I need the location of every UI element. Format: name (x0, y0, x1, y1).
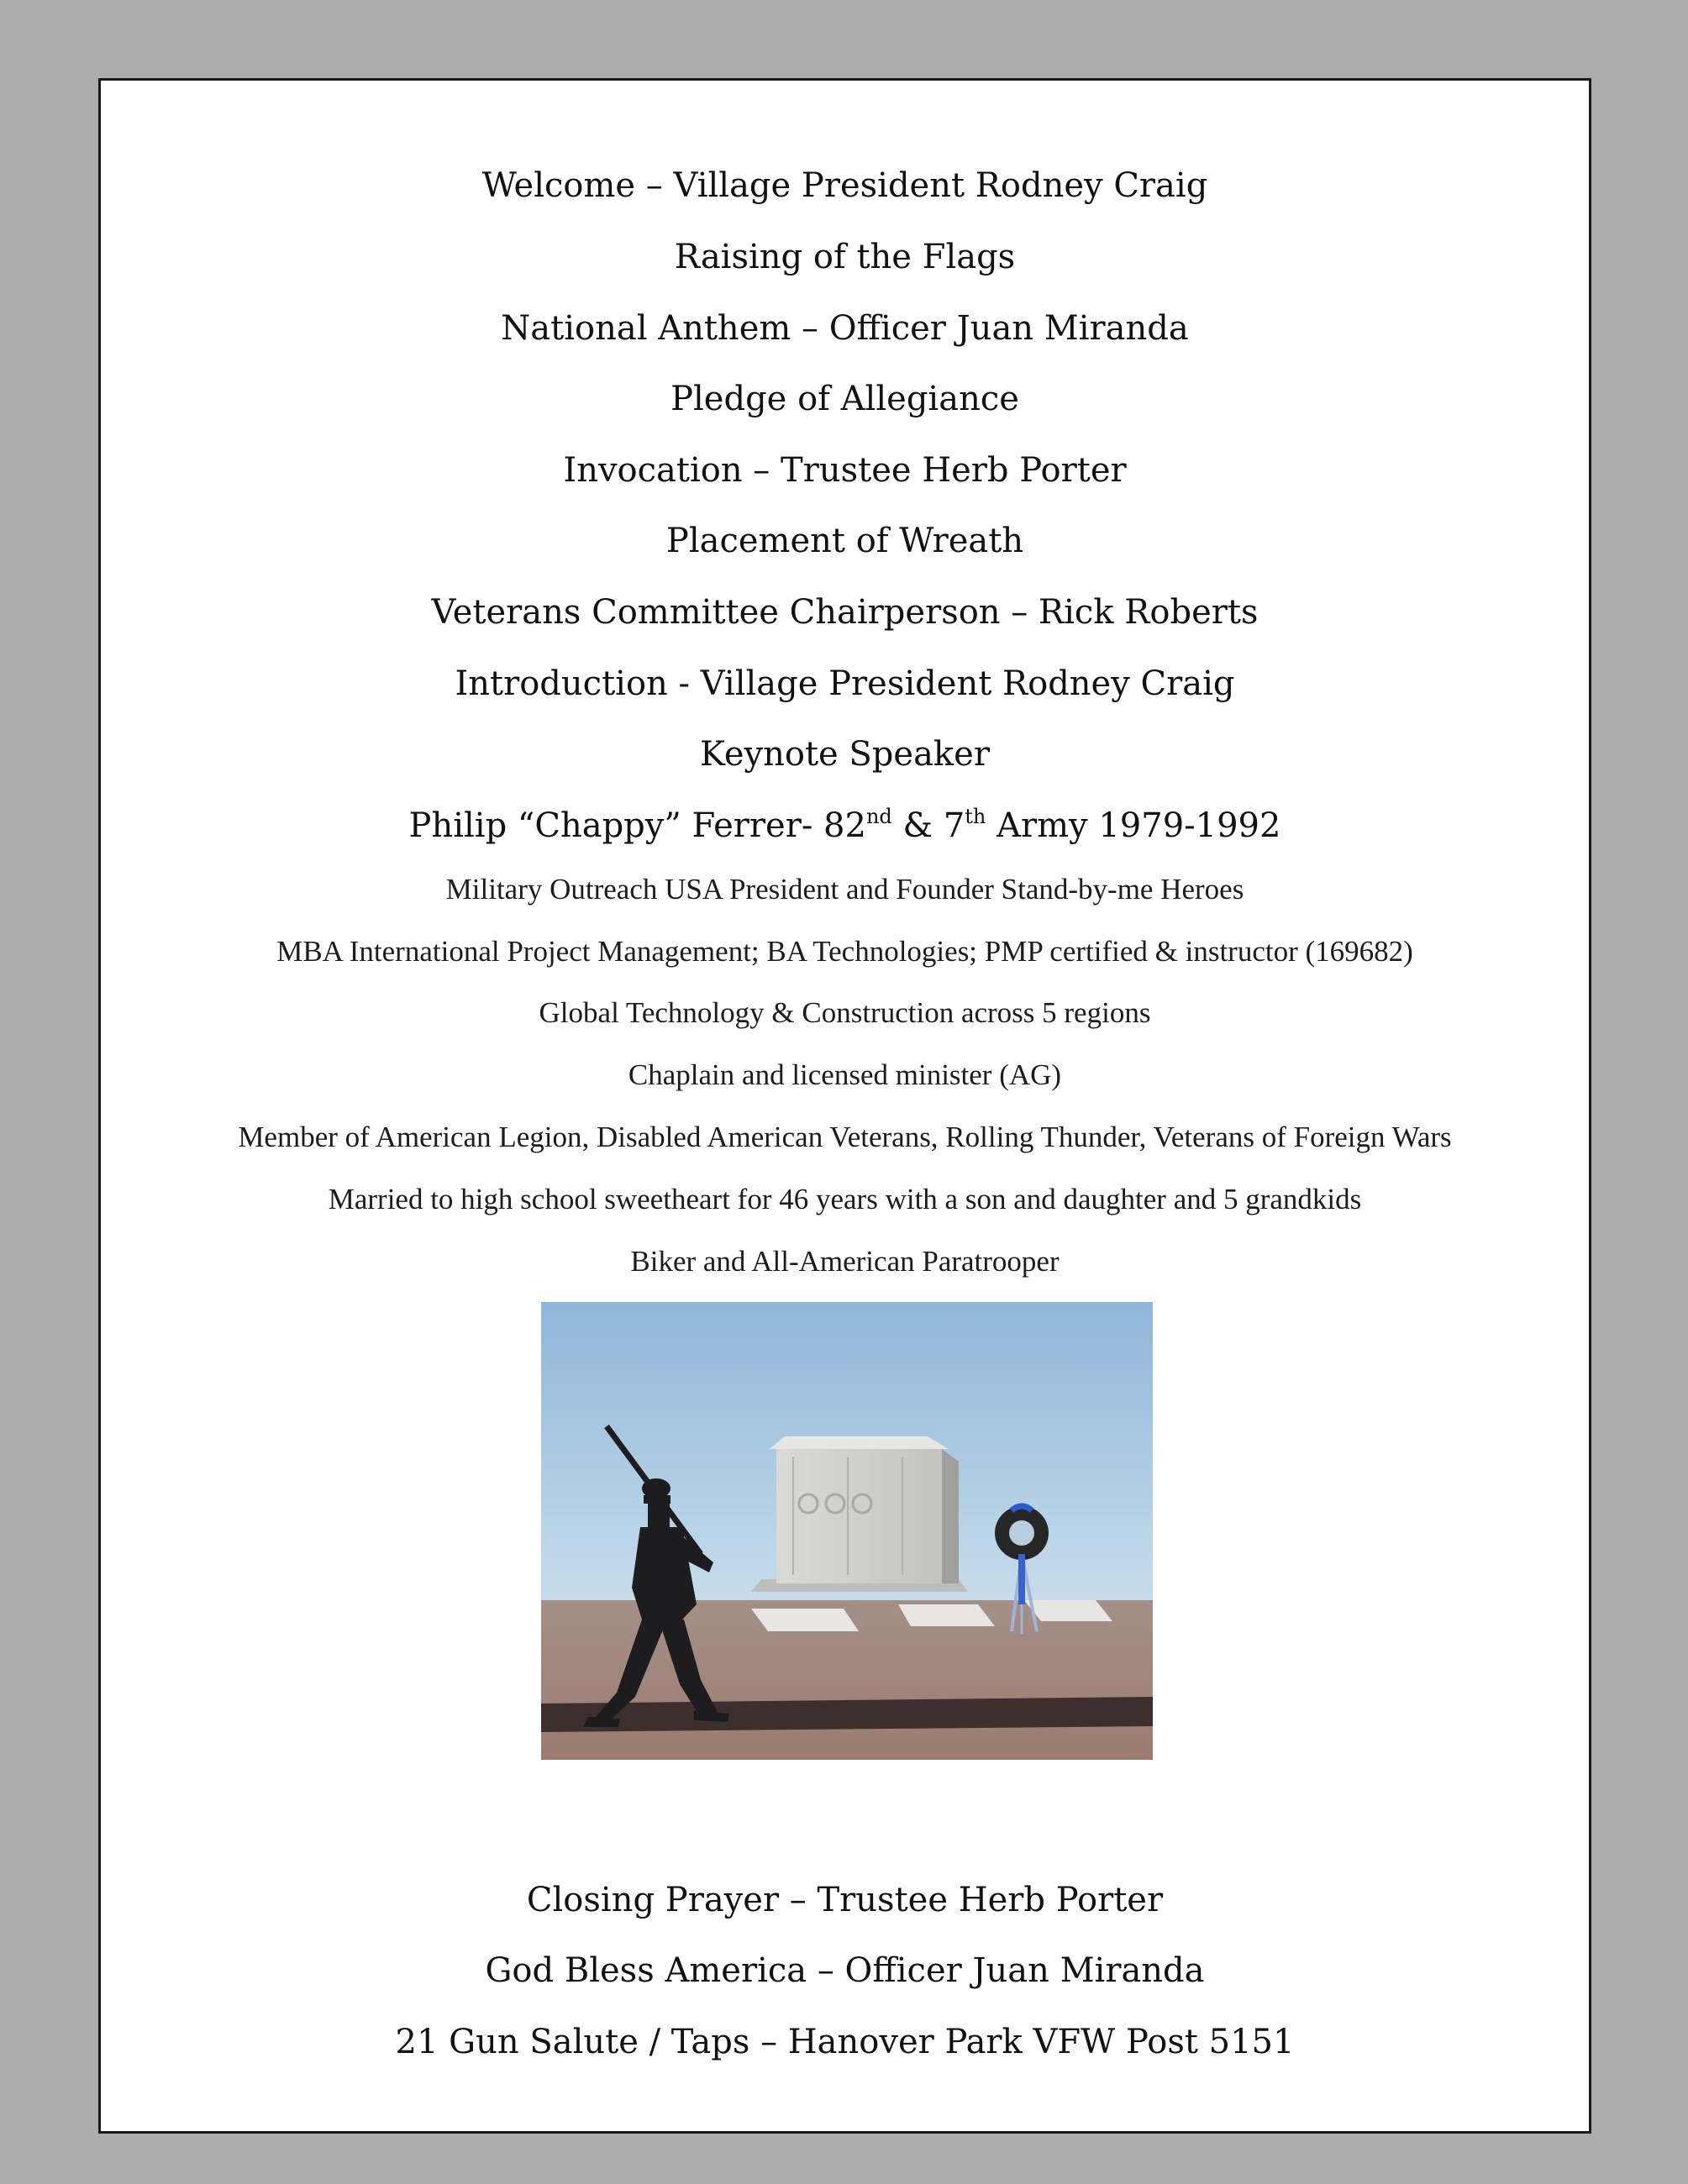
closing-item-gun-salute: 21 Gun Salute / Taps – Hanover Park VFW Post 5151 (395, 2023, 1295, 2061)
program-item-national-anthem: National Anthem – Officer Juan Miranda (501, 309, 1189, 348)
speaker-name-suffix: Army 1979-1992 (986, 806, 1281, 845)
speaker-bio-line: Global Technology & Construction across 5 regions (539, 996, 1151, 1029)
speaker-bio-line: MBA International Project Management; BA Technologies; PMP certified & instructor (169682) (276, 935, 1413, 968)
program-item-invocation: Invocation – Trustee Herb Porter (563, 451, 1127, 490)
tomb-guard-photo (541, 1302, 1153, 1760)
speaker-bio-line: Married to high school sweetheart for 46 years with a son and daughter and 5 grandkids (328, 1183, 1362, 1215)
closing-item-god-bless-america: God Bless America – Officer Juan Miranda (485, 1951, 1205, 1990)
tomb-side (942, 1449, 959, 1583)
program-item-welcome: Welcome – Village President Rodney Craig (481, 166, 1208, 205)
speaker-ordinal-th: th (965, 805, 986, 828)
speaker-bio-line: Member of American Legion, Disabled American Veterans, Rolling Thunder, Veterans of Foreign Wars (238, 1121, 1452, 1153)
tomb-top (770, 1436, 949, 1449)
program-item-raising-flags: Raising of the Flags (674, 238, 1016, 276)
tomb-front (776, 1449, 942, 1583)
program-item-keynote: Keynote Speaker (700, 735, 990, 774)
speaker-name-mid: & 7 (891, 806, 965, 845)
speaker-bio-line: Chaplain and licensed minister (AG) (628, 1058, 1062, 1091)
program-page (98, 78, 1591, 2134)
program-item-introduction: Introduction - Village President Rodney Craig (455, 664, 1235, 703)
speaker-name-prefix: Philip “Chappy” Ferrer- 82 (408, 806, 866, 845)
speaker-bio-line: Biker and All-American Paratrooper (630, 1245, 1060, 1278)
closing-item-prayer: Closing Prayer – Trustee Herb Porter (526, 1881, 1164, 1919)
white-mat (751, 1609, 859, 1631)
white-mat (898, 1604, 995, 1626)
program-item-wreath: Placement of Wreath (665, 522, 1024, 560)
program-item-veterans-committee: Veterans Committee Chairperson – Rick Roberts (431, 593, 1259, 632)
speaker-ordinal-nd: nd (865, 805, 892, 828)
speaker-bio-line: Military Outreach USA President and Founder Stand-by-me Heroes (445, 873, 1244, 906)
speaker-name (101, 805, 1589, 847)
program-item-pledge: Pledge of Allegiance (670, 380, 1019, 418)
